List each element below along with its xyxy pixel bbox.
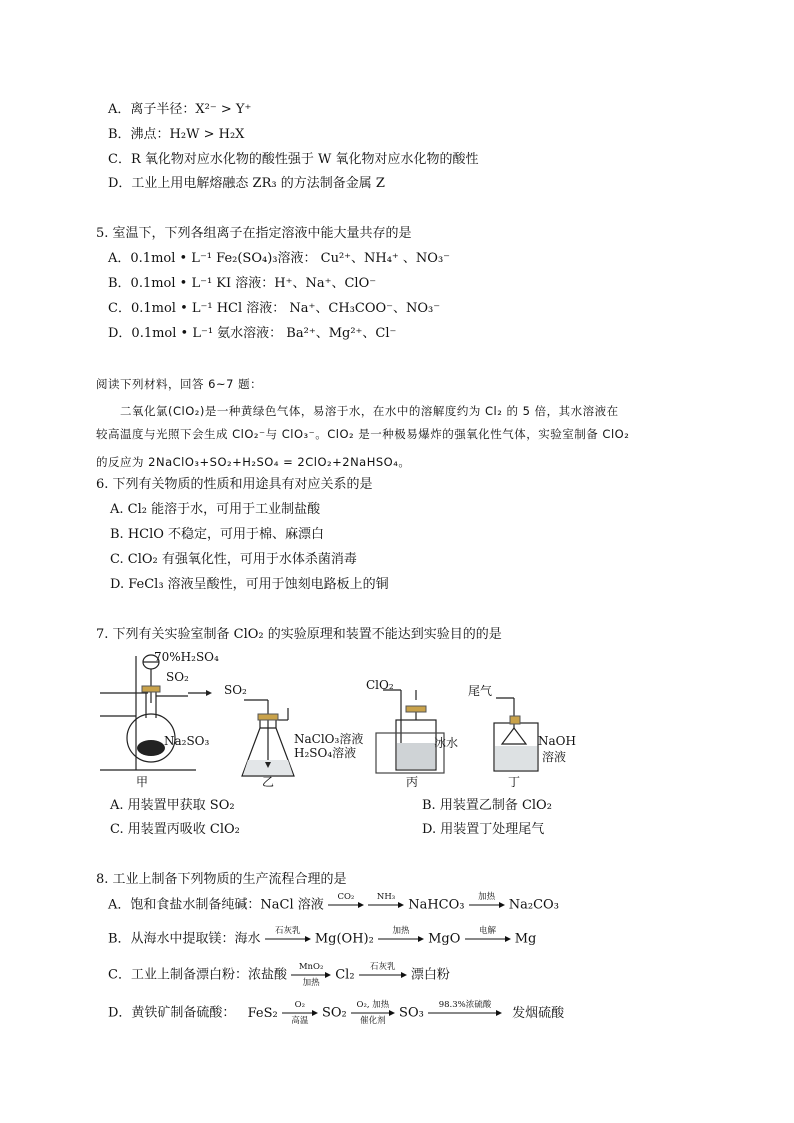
q8-b-arrow-2 [378,926,424,952]
q8-b-arrow-3-top: 电解 [479,926,497,936]
q8-b-arrow-2-top: 加热 [392,926,410,936]
q6-option-d: D. FeCl₃ 溶液呈酸性，可用于蚀刻电路板上的铜 [110,577,389,592]
q8-option-c [108,962,450,988]
ding-solution-1: NaOH [538,734,576,748]
q7-option-b: B. 用装置乙制备 ClO₂ [422,798,552,813]
q6-option-b: B. HClO 不稳定，可用于棉、麻漂白 [110,527,325,542]
q8-c-arrow-2 [359,962,407,988]
q8-c-prefix: C．工业上制备漂白粉：浓盐酸 [108,967,287,983]
ding-solution-2: 溶液 [542,750,567,764]
q8-d-arrow-2-bottom: 催化剂 [360,1016,386,1026]
q4-option-b: B．沸点：H₂W > H₂X [108,127,245,142]
q8-d-intermediate-1: SO₂ [321,1005,347,1021]
q8-option-b [108,926,536,952]
q4-option-d: D．工业上用电解熔融态 ZR₃ 的方法制备金属 Z [108,176,385,191]
q8-b-arrow-1-top: 石灰乳 [274,926,301,936]
q8-b-arrow-1 [265,926,311,952]
q6-option-c: C. ClO₂ 有强氧化性，可用于水体杀菌消毒 [110,552,357,567]
q4-option-c: C．R 氧化物对应水化物的酸性强于 W 氧化物对应水化物的酸性 [108,152,479,167]
q7-option-a: A. 用装置甲获取 SO₂ [110,798,235,813]
material-intro: 阅读下列材料，回答 6~7 题： [96,377,263,391]
q8-d-arrow-3 [428,1000,502,1026]
q7-option-d: D. 用装置丁处理尾气 [422,822,545,837]
apparatus-drawing [96,648,566,788]
yi-solution-2: H₂SO₄溶液 [294,746,357,760]
q6-option-a: A. Cl₂ 能溶于水，可用于工业制盐酸 [110,502,321,517]
q5-option-d: D．0.1mol • L⁻¹ 氨水溶液： Ba²⁺、Mg²⁺、Cl⁻ [108,326,397,341]
q8-stem: 8. 工业上制备下列物质的生产流程合理的是 [96,872,347,887]
q8-d-prefix: D．黄铁矿制备硫酸： [108,1005,236,1021]
q8-b-arrow-3 [465,926,511,952]
yi-name: 乙 [262,775,275,789]
q8-b-prefix: B．从海水中提取镁：海水 [108,931,261,947]
q8-b-intermediate-1: Mg(OH)₂ [314,931,374,947]
yi-gas-label: SO₂ [224,683,247,697]
q8-d-arrow-3-top: 98.3%浓硫酸 [438,1000,492,1010]
q8-a-prefix: A．饱和食盐水制备纯碱：NaCl 溶液 [108,897,324,913]
q8-a-arrow-3-top: 加热 [478,892,496,902]
q8-c-arrow-2-top: 石灰乳 [369,962,396,972]
q8-a-arrow-1-top: CO₂ [337,892,355,902]
q8-c-intermediate: Cl₂ [335,967,355,983]
material-line-1: 二氧化氯(ClO₂)是一种黄绿色气体，易溶于水，在水中的溶解度约为 Cl₂ 的 5 倍，其水溶液在 [120,404,619,418]
q8-c-product: 漂白粉 [410,967,450,983]
q7-option-c: C. 用装置丙吸收 ClO₂ [110,822,240,837]
q8-option-d [108,1000,564,1026]
q8-d-arrow-1-bottom: 高温 [291,1016,309,1026]
bing-water-label: 冰水 [434,736,459,750]
yi-solution-1: NaClO₃溶液 [294,732,364,746]
q8-d-arrow-2 [351,1000,395,1026]
q8-a-arrow-2 [368,892,404,918]
ding-name: 丁 [508,775,521,789]
apparatus-figure [96,648,576,789]
q7-stem: 7. 下列有关实验室制备 ClO₂ 的实验原理和装置不能达到实验目的的是 [96,627,502,642]
bing-name: 丙 [406,775,419,789]
q5-option-a: A．0.1mol • L⁻¹ Fe₂(SO₄)₃溶液： Cu²⁺、NH₄⁺ 、NO₃⁻ [108,251,451,266]
ding-gas-label: 尾气 [468,684,493,698]
jia-solid-label: Na₂SO₃ [164,734,210,748]
q8-d-arrow-1 [282,1000,318,1026]
q8-option-a [108,892,559,918]
q8-a-arrow-2-top: NH₃ [376,892,396,902]
bing-gas-label: ClO₂ [366,678,394,692]
q6-stem: 6. 下列有关物质的性质和用途具有对应关系的是 [96,477,373,492]
q8-a-intermediate: NaHCO₃ [408,897,465,913]
q8-d-arrow-2-top: O₂, 加热 [356,1000,390,1010]
q8-d-arrow-1-top: O₂ [294,1000,306,1010]
q5-option-b: B．0.1mol • L⁻¹ KI 溶液：H⁺、Na⁺、ClO⁻ [108,276,377,291]
jia-acid-label: 70%H₂SO₄ [154,650,219,664]
q8-c-arrow-1-bottom: 加热 [302,978,320,988]
q8-d-intermediate-2: SO₃ [399,1005,424,1021]
q5-stem: 5. 室温下，下列各组离子在指定溶液中能大量共存的是 [96,226,412,241]
q8-b-intermediate-2: MgO [428,931,461,947]
q8-c-arrow-1-top: MnO₂ [298,962,324,972]
material-line-2: 较高温度与光照下会生成 ClO₂⁻与 ClO₃⁻。ClO₂ 是一种极易爆炸的强氧化性气体，实验室制备 ClO₂ [96,427,630,441]
q8-d-start: FeS₂ [247,1005,278,1021]
q8-a-arrow-1 [328,892,364,918]
q8-a-arrow-3 [469,892,505,918]
q8-a-product: Na₂CO₃ [508,897,559,913]
material-line-3: 的反应为 2NaClO₃+SO₂+H₂SO₄ = 2ClO₂+2NaHSO₄。 [96,455,411,469]
q8-b-product: Mg [514,931,537,947]
q4-option-a: A．离子半径：X²⁻ > Y⁺ [108,102,252,117]
q8-d-product: 发烟硫酸 [512,1005,565,1021]
q8-c-arrow-1 [291,962,331,988]
jia-name: 甲 [136,775,149,789]
jia-gas-label: SO₂ [166,670,189,684]
q5-option-c: C．0.1mol • L⁻¹ HCl 溶液： Na⁺、CH₃COO⁻、NO₃⁻ [108,301,441,316]
